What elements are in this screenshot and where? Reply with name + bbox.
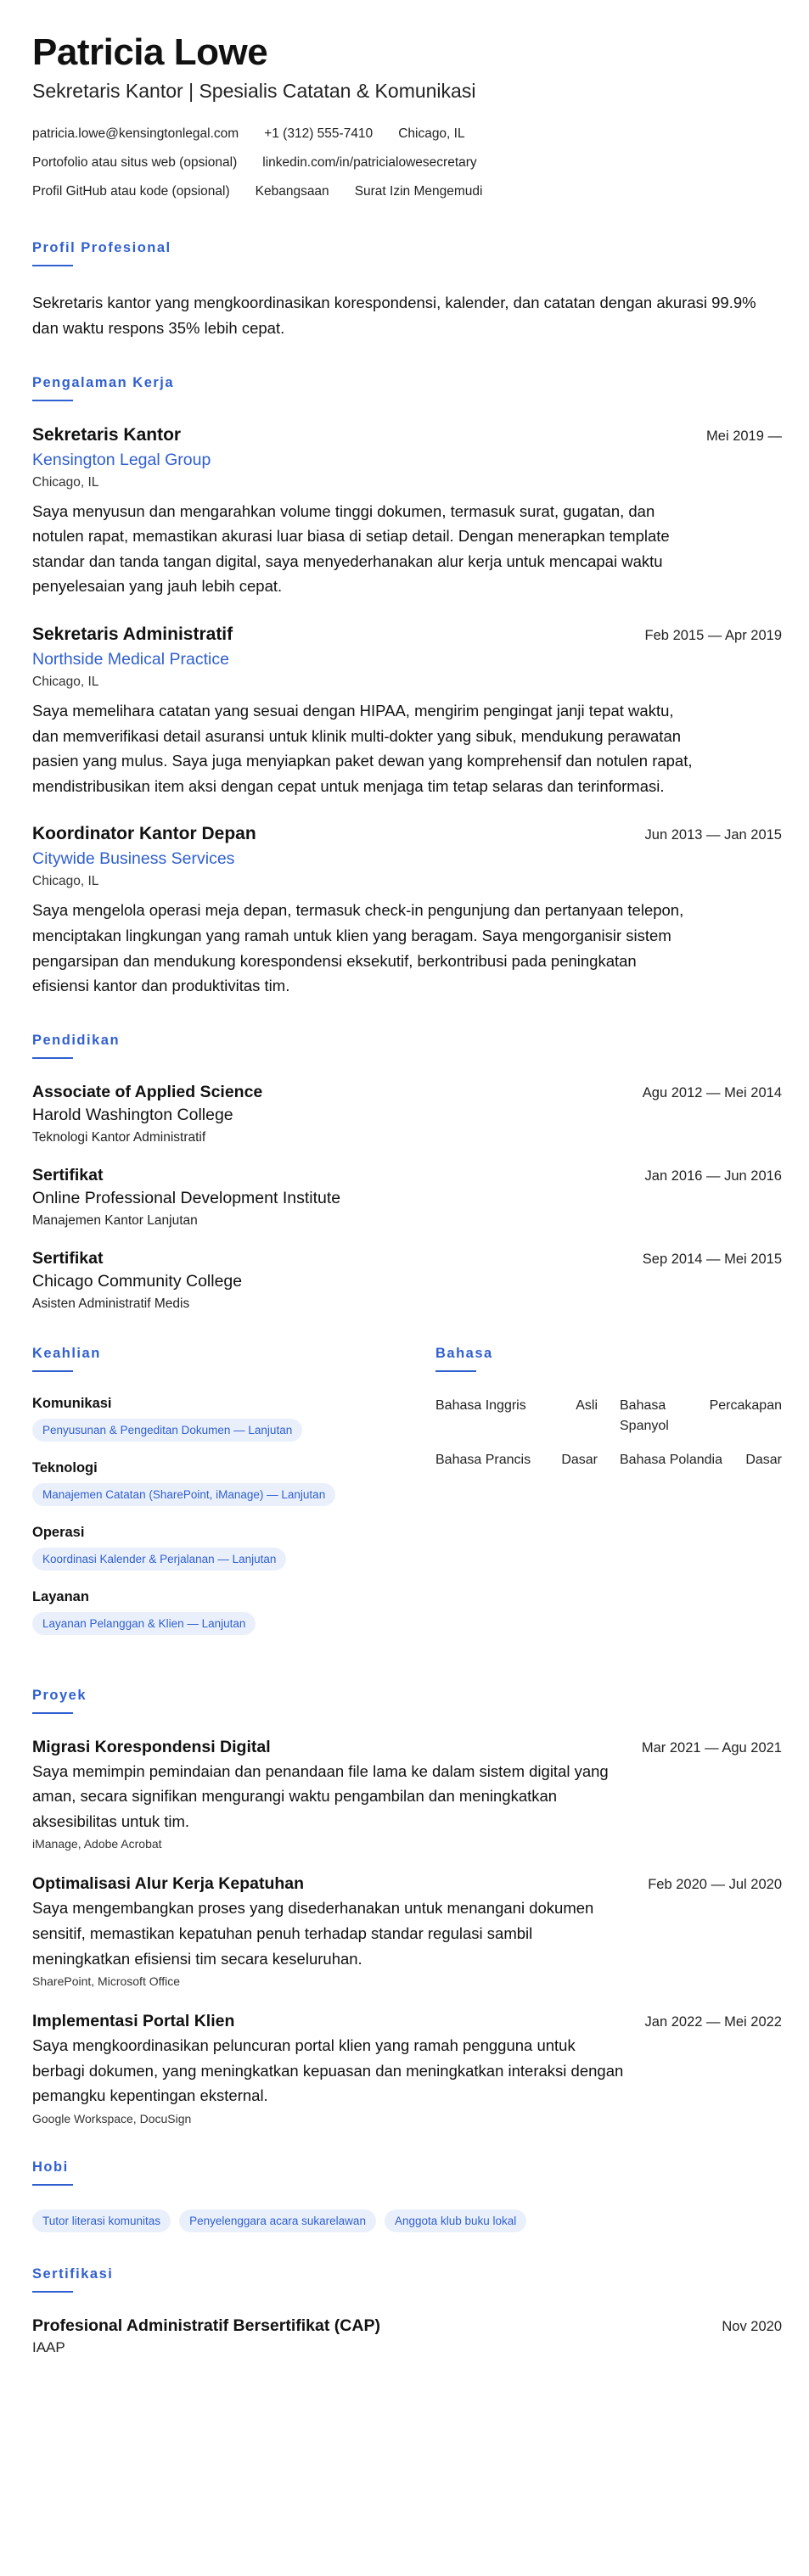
degree-name: Sertifikat — [32, 1248, 104, 1268]
skill-category: Komunikasi — [32, 1395, 112, 1411]
job-title: Sekretaris Kantor — [32, 424, 182, 445]
education-entry — [32, 1083, 782, 1145]
location: Chicago, IL — [398, 126, 465, 142]
education-entry — [32, 1166, 782, 1229]
school-name: Harold Washington College — [32, 1105, 233, 1124]
contact-row — [32, 120, 782, 148]
job-dates: Mei 2019 — — [706, 428, 782, 444]
language-level: Asli — [576, 1397, 598, 1413]
skill-group — [32, 1460, 402, 1506]
candidate-headline: Sekretaris Kantor | Spesialis Catatan & Komunikasi — [32, 80, 476, 103]
experience-entry — [32, 425, 782, 599]
github-link[interactable]: Profil GitHub atau kode (opsional) — [32, 184, 230, 199]
language-item — [620, 1396, 782, 1436]
project-dates: Jan 2022 — Mei 2022 — [644, 2014, 782, 2030]
project-dates: Feb 2020 — Jul 2020 — [648, 1877, 782, 1893]
certification-entry — [32, 2316, 782, 2356]
job-title: Koordinator Kantor Depan — [32, 824, 256, 844]
section-divider — [32, 265, 73, 266]
experience-section — [32, 375, 782, 999]
drivers-license: Surat Izin Mengemudi — [354, 184, 483, 199]
nationality: Kebangsaan — [255, 184, 329, 199]
section-divider — [32, 1370, 73, 1372]
email-link[interactable]: patricia.lowe@kensingtonlegal.com — [32, 126, 239, 142]
certifications-section — [32, 2266, 782, 2356]
degree-name: Associate of Applied Science — [32, 1082, 263, 1101]
education-dates: Agu 2012 — Mei 2014 — [642, 1084, 782, 1100]
language-name: Bahasa Prancis — [435, 1452, 531, 1467]
projects-section — [32, 1688, 782, 2125]
certification-date: Nov 2020 — [722, 2319, 782, 2335]
linkedin-link[interactable]: linkedin.com/in/patricialowesecretary — [262, 155, 477, 171]
skill-group — [32, 1396, 402, 1442]
degree-name: Sertifikat — [32, 1165, 104, 1184]
section-title: Pengalaman Kerja — [32, 374, 175, 390]
certification-issuer: IAAP — [32, 2339, 65, 2356]
contact-row — [32, 148, 782, 177]
section-title: Pendidikan — [32, 1032, 121, 1048]
section-divider — [32, 400, 73, 401]
company-name: Kensington Legal Group — [32, 450, 211, 469]
section-title: Profil Profesional — [32, 240, 171, 256]
section-divider — [32, 2184, 73, 2186]
skill-group — [32, 1589, 402, 1635]
project-description: Saya memimpin pemindaian dan penandaan file lama ke dalam sistem digital yang aman, secara signifikan mengurangi waktu pengambilan dan meningkatkan aksesibilitas untuk tim. — [32, 1761, 609, 1830]
language-item — [435, 1450, 598, 1470]
school-name: Chicago Community College — [32, 1271, 243, 1291]
certification-title: Profesional Administratif Bersertifikat (CAP) — [32, 2316, 380, 2336]
job-dates: Jun 2013 — Jan 2015 — [644, 827, 782, 843]
language-name: Bahasa Spanyol — [620, 1397, 669, 1433]
section-divider — [32, 1057, 73, 1059]
skills-languages-row — [32, 1346, 782, 1654]
languages-section — [435, 1346, 782, 1654]
school-name: Online Professional Development Institute — [32, 1188, 341, 1207]
section-title: Hobi — [32, 2159, 69, 2176]
section-divider — [32, 1712, 73, 1714]
hobby-list — [32, 2209, 782, 2232]
skills-section — [32, 1346, 402, 1654]
hobbies-section — [32, 2159, 782, 2232]
skill-category: Operasi — [32, 1524, 85, 1540]
project-tools: Google Workspace, DocuSign — [32, 2112, 192, 2126]
skill-category: Layanan — [32, 1588, 89, 1604]
section-title: Bahasa — [435, 1345, 493, 1361]
hobby-badge: Penyelenggara acara sukarelawan — [179, 2209, 376, 2232]
job-location: Chicago, IL — [32, 674, 99, 689]
hobby-badge: Anggota klub buku lokal — [385, 2209, 526, 2232]
section-divider — [435, 1370, 476, 1372]
language-item — [620, 1450, 782, 1470]
project-dates: Mar 2021 — Agu 2021 — [641, 1739, 782, 1756]
skill-badge: Layanan Pelanggan & Klien — Lanjutan — [32, 1612, 256, 1635]
contact-info — [32, 120, 782, 206]
project-description: Saya mengkoordinasikan peluncuran portal klien yang ramah pengguna untuk berbagi dokumen, yang meningkatkan kepuasan dan meningkatkan interaksi dengan pemangku kepentingan eksternal. — [32, 2036, 624, 2105]
language-name: Bahasa Inggris — [435, 1397, 526, 1413]
language-level: Dasar — [561, 1452, 598, 1467]
project-tools: SharePoint, Microsoft Office — [32, 1974, 181, 1989]
candidate-name: Patricia Lowe — [32, 31, 268, 73]
contact-row — [32, 177, 782, 206]
language-item — [435, 1396, 598, 1436]
language-level: Percakapan — [709, 1397, 782, 1413]
project-title: Implementasi Portal Klien — [32, 2012, 235, 2031]
section-title: Proyek — [32, 1687, 87, 1703]
language-level: Dasar — [745, 1452, 782, 1467]
phone-number: +1 (312) 555-7410 — [264, 126, 374, 142]
languages-grid — [435, 1396, 782, 1470]
project-entry — [32, 1738, 782, 1851]
job-title: Sekretaris Administratif — [32, 624, 233, 644]
section-title: Keahlian — [32, 1345, 101, 1361]
company-name: Citywide Business Services — [32, 849, 235, 869]
summary-section — [32, 240, 782, 340]
skill-category: Teknologi — [32, 1459, 98, 1476]
project-tools: iManage, Adobe Acrobat — [32, 1837, 162, 1851]
section-title: Sertifikasi — [32, 2266, 114, 2282]
resume-header — [32, 32, 782, 206]
job-location: Chicago, IL — [32, 874, 99, 889]
experience-entry — [32, 624, 782, 798]
skill-badge: Penyusunan & Pengeditan Dokumen — Lanjutan — [32, 1419, 302, 1442]
language-name: Bahasa Polandia — [620, 1452, 722, 1467]
education-section — [32, 1033, 782, 1312]
job-description: Saya memelihara catatan yang sesuai dengan HIPAA, mengirim pengingat janji tepat waktu, dan memverifikasi detail asuransi untuk klinik multi-dokter yang sibuk, mendukung perawatan pasien yang mulus. Saya juga menyiapkan paket dewan yang komprehensif dan notulen rapat, mendistribusikan item aksi dengan cepat untuk menjaga tim tetap selaras dan terinformasi. — [32, 701, 693, 795]
company-name: Northside Medical Practice — [32, 649, 229, 669]
skill-group — [32, 1525, 402, 1571]
skill-badge: Koordinasi Kalender & Perjalanan — Lanjutan — [32, 1548, 286, 1571]
field-of-study: Teknologi Kantor Administratif — [32, 1129, 206, 1145]
job-description: Saya mengelola operasi meja depan, termasuk check-in pengunjung dan pertanyaan telepon, menciptakan lingkungan yang ramah untuk klien yang beragam. Saya mengorganisir sistem pengarsipan dan mendukung korespondensi eksekutif, berkontribusi pada peningkatan efisiensi kantor dan produktivitas tim. — [32, 901, 684, 995]
education-entry — [32, 1249, 782, 1312]
field-of-study: Asisten Administratif Medis — [32, 1296, 190, 1311]
project-entry — [32, 1874, 782, 1988]
job-location: Chicago, IL — [32, 474, 99, 490]
skill-badge: Manajemen Catatan (SharePoint, iManage) — Lanjutan — [32, 1483, 335, 1506]
project-title: Migrasi Korespondensi Digital — [32, 1737, 271, 1756]
portfolio-link[interactable]: Portofolio atau situs web (opsional) — [32, 155, 238, 171]
project-title: Optimalisasi Alur Kerja Kepatuhan — [32, 1874, 305, 1894]
experience-entry — [32, 824, 782, 998]
project-entry — [32, 2012, 782, 2125]
section-divider — [32, 2291, 73, 2293]
field-of-study: Manajemen Kantor Lanjutan — [32, 1212, 198, 1228]
job-description: Saya menyusun dan mengarahkan volume tinggi dokumen, termasuk surat, gugatan, dan notulen rapat, memastikan akurasi luar biasa di setiap detail. Dengan menerapkan template standar dan tanda tangan digital, saya menyederhanakan alur kerja untuk mencapai waktu penyelesaian yang jauh lebih cepat. — [32, 501, 670, 596]
job-dates: Feb 2015 — Apr 2019 — [644, 627, 782, 643]
education-dates: Jan 2016 — Jun 2016 — [644, 1168, 782, 1184]
education-dates: Sep 2014 — Mei 2015 — [642, 1251, 782, 1267]
summary-text: Sekretaris kantor yang mengkoordinasikan korespondensi, kalender, dan catatan dengan akurasi 99.9% dan waktu respons 35% lebih cepat. — [32, 294, 756, 337]
project-description: Saya mengembangkan proses yang disederhanakan untuk menangani dokumen sensitif, memastikan kepatuhan penuh terhadap standar regulasi sambil meningkatkan efisiensi tim secara keseluruhan. — [32, 1899, 594, 1968]
hobby-badge: Tutor literasi komunitas — [32, 2209, 171, 2232]
